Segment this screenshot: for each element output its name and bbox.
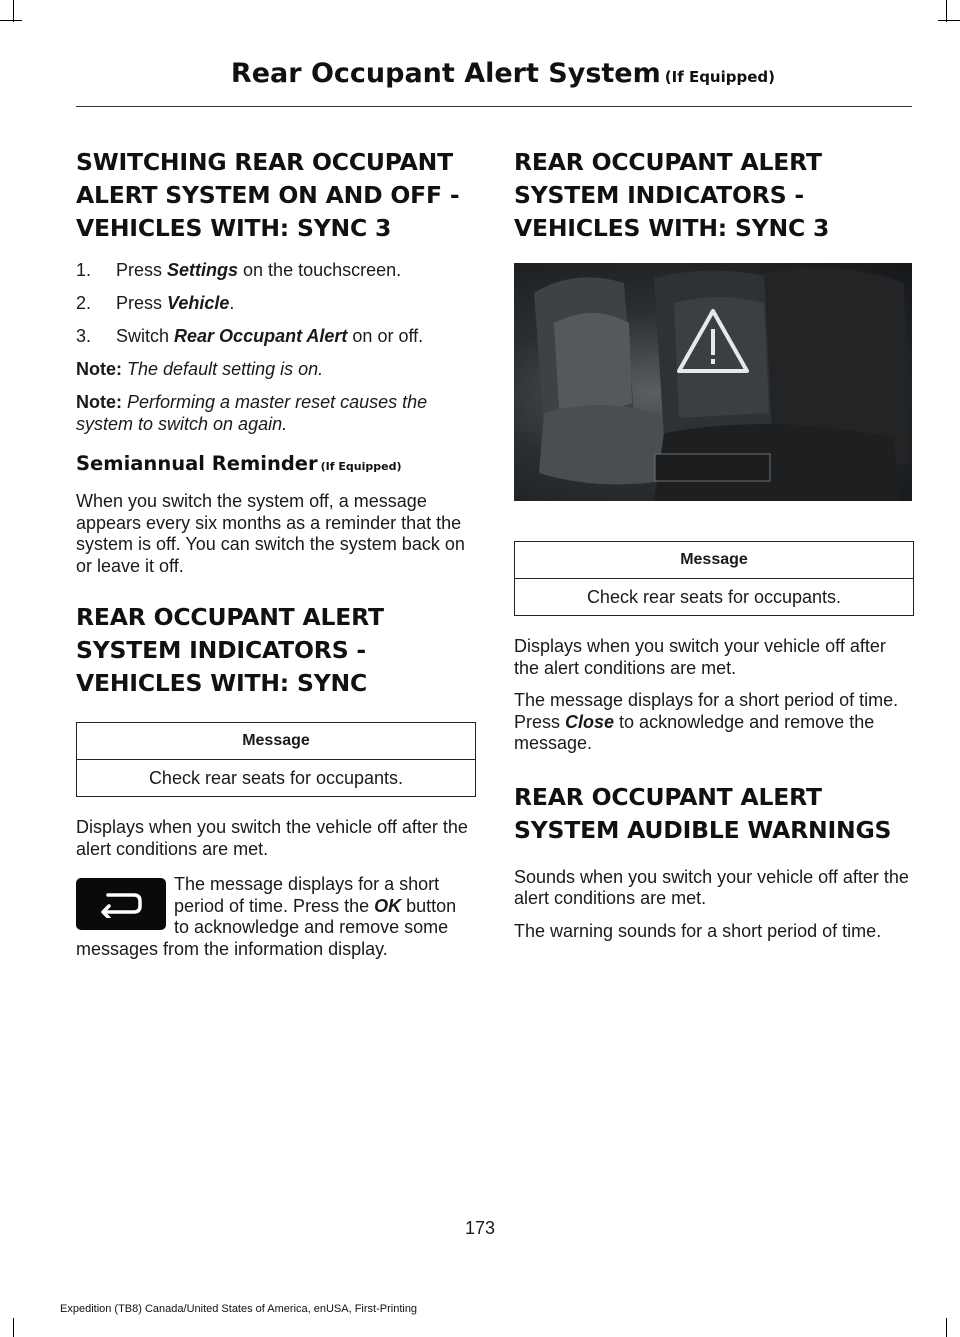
page-number: 173 — [464, 1218, 496, 1238]
step-text: Press — [116, 293, 168, 313]
crop-mark — [13, 1318, 14, 1337]
footer-info: Expedition (TB8) Canada/United States of America, enUSA, First-Printing — [60, 1303, 418, 1315]
step-text: on the touchscreen. — [238, 260, 402, 280]
header-divider — [76, 106, 912, 107]
ok-text: button to acknowledge and remove some messages from the information display. — [76, 895, 457, 959]
note-default-setting — [76, 358, 474, 380]
list-item — [76, 292, 474, 314]
message-table — [514, 541, 914, 616]
step-number: 3. — [76, 326, 92, 346]
step-text: on or off. — [347, 326, 424, 346]
step-emphasis: Vehicle — [167, 293, 230, 313]
note-label: Note: — [76, 359, 122, 379]
note-label: Note: — [76, 392, 122, 412]
section-heading-indicators-sync: REAR OCCUPANT ALERT SYSTEM INDICATORS - VEHICLES WITH: SYNC — [76, 603, 384, 697]
audible-paragraph-1: Sounds when you switch your vehicle off after the alert conditions are met. — [514, 866, 909, 908]
audible-paragraph-2: The warning sounds for a short period of time. — [514, 920, 882, 941]
note-text: The default setting is on. — [127, 359, 324, 379]
ok-text: The message displays for a short period of time. Press the — [174, 874, 440, 916]
step-text: . — [229, 293, 235, 313]
step-number: 2. — [76, 293, 92, 313]
rear-seat-illustration — [514, 263, 912, 501]
table-header: Message — [77, 723, 475, 760]
crop-mark — [0, 20, 22, 21]
subheading-text: Semiannual Reminder — [76, 452, 318, 475]
header-title-suffix: (If Equipped) — [664, 68, 775, 86]
displays-paragraph: Displays when you switch the vehicle off after the alert conditions are met. — [76, 817, 468, 859]
ok-emphasis: OK — [374, 895, 402, 916]
note-text: Performing a master reset causes the system to switch on again. — [76, 392, 428, 434]
reminder-paragraph: When you switch the system off, a message appears every six months as a reminder that the system is off. You can switch the system back on or leave it off. — [76, 491, 465, 576]
steps-list — [76, 259, 474, 347]
ok-paragraph — [76, 874, 474, 960]
list-item — [76, 259, 474, 281]
subheading-suffix: (If Equipped) — [320, 460, 402, 473]
section-heading-switching: SWITCHING REAR OCCUPANT ALERT SYSTEM ON AND OFF - VEHICLES WITH: SYNC 3 — [76, 148, 460, 242]
return-arrow-icon — [76, 878, 166, 930]
header-title-text: Rear Occupant Alert System — [230, 58, 661, 89]
step-emphasis: Settings — [167, 260, 239, 280]
table-header: Message — [515, 542, 913, 579]
step-text: Switch — [116, 326, 175, 346]
crop-mark — [946, 1318, 947, 1337]
close-text: to acknowledge and remove the message. — [514, 711, 875, 753]
crop-mark — [946, 0, 947, 22]
page-header-title — [231, 58, 775, 89]
step-number: 1. — [76, 260, 92, 280]
right-column — [514, 146, 912, 953]
close-text: The message displays for a short period of time. Press — [514, 690, 899, 732]
left-column — [76, 146, 474, 971]
close-paragraph — [514, 690, 912, 755]
crop-mark — [938, 20, 960, 21]
section-heading-indicators-sync3: REAR OCCUPANT ALERT SYSTEM INDICATORS - VEHICLES WITH: SYNC 3 — [514, 148, 830, 242]
message-table — [76, 722, 476, 797]
subheading-semiannual — [76, 451, 474, 480]
section-heading-audible-warnings: REAR OCCUPANT ALERT SYSTEM AUDIBLE WARNINGS — [514, 782, 892, 844]
step-text: Press — [116, 260, 168, 280]
close-emphasis: Close — [565, 711, 615, 732]
rear-seat-graphic — [514, 263, 912, 501]
displays-paragraph: Displays when you switch your vehicle off after the alert conditions are met. — [514, 636, 886, 678]
table-cell: Check rear seats for occupants. — [586, 587, 842, 607]
list-item — [76, 325, 474, 347]
step-emphasis: Rear Occupant Alert — [174, 326, 348, 346]
table-cell: Check rear seats for occupants. — [148, 768, 404, 788]
note-master-reset — [76, 391, 474, 435]
crop-mark — [13, 0, 14, 22]
